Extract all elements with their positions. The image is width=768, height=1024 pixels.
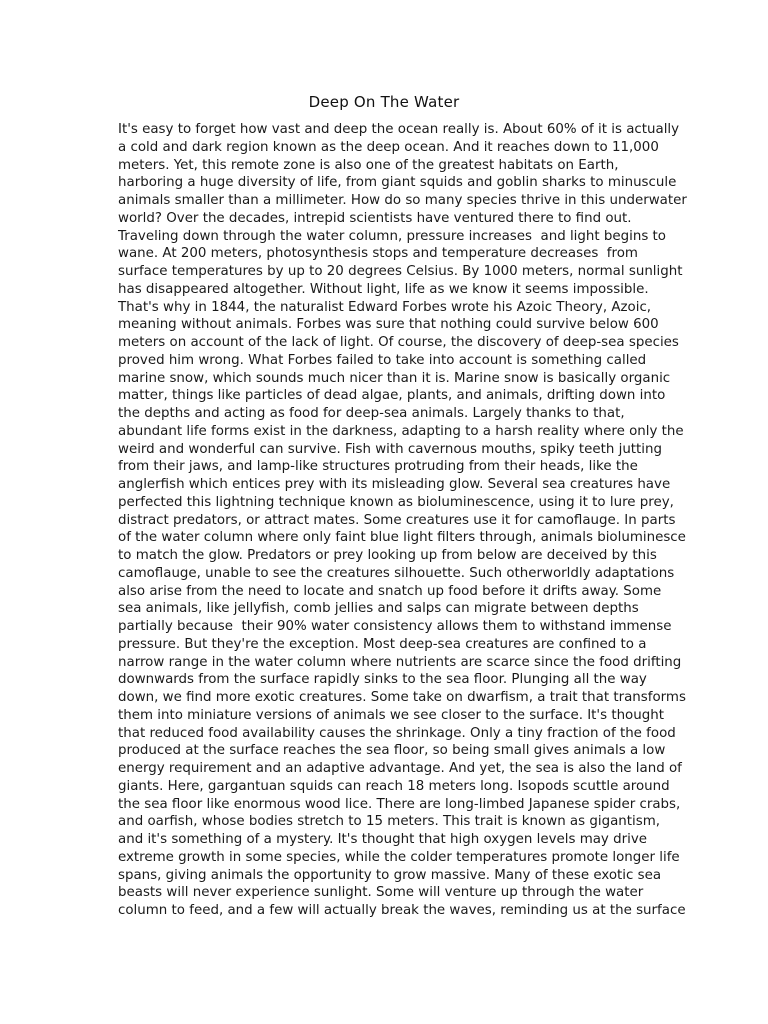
- body-line: harboring a huge diversity of life, from giant squids and goblin sharks to minuscule: [118, 175, 677, 191]
- body-line: giants. Here, gargantuan squids can reach 18 meters long. Isopods scuttle around: [118, 778, 670, 794]
- body-line: beasts will never experience sunlight. Some will venture up through the water: [118, 885, 644, 901]
- body-line: energy requirement and an adaptive advantage. And yet, the sea is also the land of: [118, 761, 682, 776]
- body-line: matter, things like particles of dead algae, plants, and animals, drifting down into: [118, 388, 666, 404]
- body-line: meters on account of the lack of light. Of course, the discovery of deep-sea species: [118, 335, 679, 350]
- body-line: sea animals, like jellyfish, comb jellies and salps can migrate between depths: [118, 601, 639, 617]
- document-title: Deep On The Water: [308, 93, 460, 111]
- body-line: proved him wrong. What Forbes failed to take into account is something called: [118, 352, 647, 368]
- body-line: produced at the surface reaches the sea floor, so being small gives animals a low: [118, 743, 666, 759]
- body-line: a cold and dark region known as the deep ocean. And it reaches down to 11,000: [118, 139, 659, 155]
- body-line: also arise from the need to locate and snatch up food before it drifts away. Some: [118, 583, 662, 599]
- body-line: them into miniature versions of animals we see closer to the surface. It's thought: [118, 707, 664, 723]
- body-line: narrow range in the water column where nutrients are scarce since the food drifting: [118, 654, 682, 670]
- body-line: that reduced food availability causes the shrinkage. Only a tiny fraction of the food: [118, 725, 676, 741]
- body-line: perfected this lightning technique known as bioluminescence, using it to lure prey,: [118, 494, 674, 510]
- body-line: wane. At 200 meters, photosynthesis stops and temperature decreases from: [118, 246, 638, 262]
- body-line: the depths and acting as food for deep-sea animals. Largely thanks to that,: [118, 406, 625, 421]
- body-line: anglerfish which entices prey with its misleading glow. Several sea creatures have: [118, 477, 671, 492]
- body-line: That's why in 1844, the naturalist Edward Forbes wrote his Azoic Theory, Azoic,: [118, 299, 652, 315]
- body-line: column to feed, and a few will actually break the waves, reminding us at the surface: [118, 903, 686, 918]
- body-line: to match the glow. Predators or prey looking up from below are deceived by this: [118, 548, 657, 563]
- body-line: distract predators, or attract mates. Some creatures use it for camoflauge. In parts: [118, 512, 676, 528]
- body-line: surface temperatures by up to 20 degrees Celsius. By 1000 meters, normal sunlight: [118, 264, 683, 279]
- body-line: marine snow, which sounds much nicer than it is. Marine snow is basically organic: [118, 370, 671, 386]
- body-line: and it's something of a mystery. It's thought that high oxygen levels may drive: [118, 832, 648, 847]
- body-line: meters. Yet, this remote zone is also one of the greatest habitats on Earth,: [118, 157, 619, 173]
- body-line: spans, giving animals the opportunity to grow massive. Many of these exotic sea: [118, 867, 662, 883]
- body-line: camoflauge, unable to see the creatures silhouette. Such otherworldly adaptations: [118, 565, 675, 581]
- body-line: It's easy to forget how vast and deep the ocean really is. About 60% of it is actually: [118, 122, 680, 137]
- document-body: [118, 121, 687, 920]
- body-line: of the water column where only faint blue light filters through, animals bioluminesce: [118, 530, 686, 546]
- body-line: the sea floor like enormous wood lice. There are long-limbed Japanese spider crabs,: [118, 796, 681, 812]
- body-line: meaning without animals. Forbes was sure that nothing could survive below 600: [118, 317, 659, 333]
- body-line: partially because their 90% water consistency allows them to withstand immense: [118, 619, 672, 634]
- body-line: extreme growth in some species, while the colder temperatures promote longer life: [118, 849, 680, 865]
- body-line: from their jaws, and lamp-like structures protruding from their heads, like the: [118, 459, 638, 475]
- body-line: Traveling down through the water column, pressure increases and light begins to: [118, 228, 667, 244]
- body-line: weird and wonderful can survive. Fish with cavernous mouths, spiky teeth jutting: [118, 441, 663, 457]
- body-line: downwards from the surface rapidly sinks to the sea floor. Plunging all the way: [118, 672, 647, 688]
- body-line: abundant life forms exist in the darkness, adapting to a harsh reality where only the: [118, 423, 684, 439]
- body-line: animals smaller than a millimeter. How do so many species thrive in this underwater: [118, 193, 687, 208]
- body-line: has disappeared altogether. Without light, life as we know it seems impossible.: [118, 281, 649, 297]
- body-line: down, we find more exotic creatures. Some take on dwarfism, a trait that transforms: [118, 690, 686, 705]
- body-line: pressure. But they're the exception. Most deep-sea creatures are confined to a: [118, 636, 647, 652]
- body-line: world? Over the decades, intrepid scientists have ventured there to find out.: [118, 210, 632, 226]
- body-line: and oarfish, whose bodies stretch to 15 meters. This trait is known as gigantism,: [118, 814, 661, 830]
